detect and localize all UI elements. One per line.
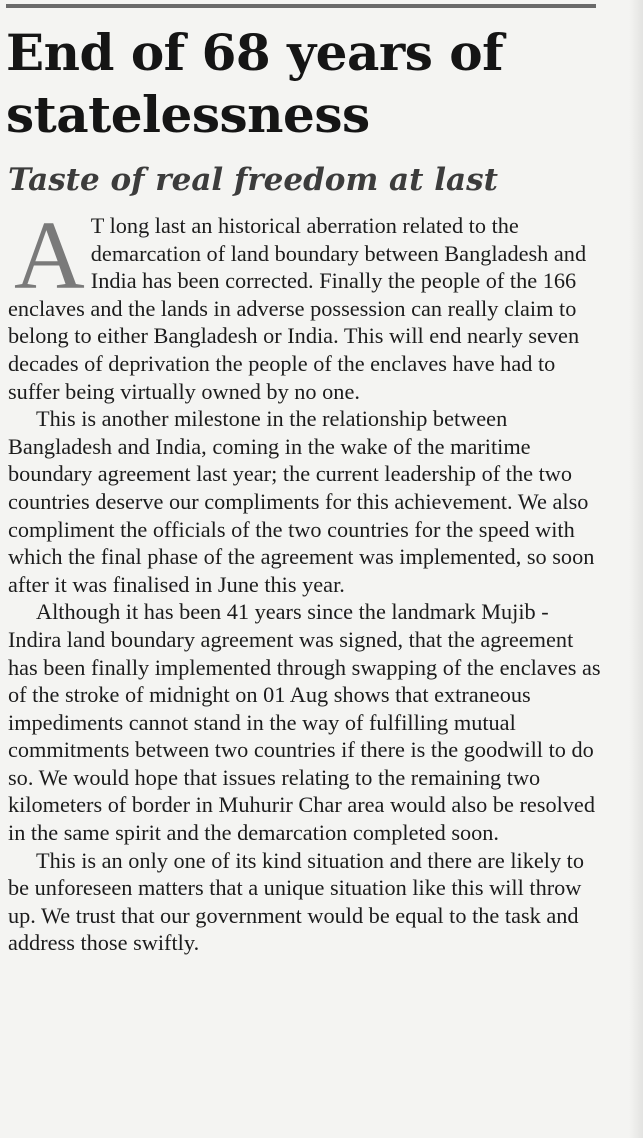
paragraph-1-text: T long last an historical aberration related to the demarcation of land boundary between Bangladesh and India has been corrected. Finally the people of the 166 enclaves and the lands in adverse possession can really claim to belong to either Bangladesh or India. This will end nearly seven decades of deprivation the people of the enclaves have had to suffer being virtually owned by no one. xyxy=(8,213,587,404)
article-body xyxy=(8,202,604,957)
top-rule xyxy=(6,4,596,8)
subheadline: Taste of real freedom at last xyxy=(8,162,498,198)
paragraph-2: This is another milestone in the relationship between Bangladesh and India, coming in the wake of the maritime boundary agreement last year; the current leadership of the two countries deserve our compliments for this achievement. We also compliment the officials of the two countries for the speed with which the final phase of the agreement was implemented, so soon after it was finalised in June this year. xyxy=(8,406,595,597)
paragraph-1 xyxy=(8,202,604,405)
paragraph-4: This is an only one of its kind situation and there are likely to be unforeseen matters that a unique situation like this will throw up. We trust that our government would be equal to the task and address those swiftly. xyxy=(8,847,585,956)
page-edge-shadow xyxy=(629,0,643,1138)
headline: End of 68 years of statelessness xyxy=(6,23,504,144)
paragraph-3: Although it has been 41 years since the landmark Mujib - Indira land boundary agreement was signed, that the agreement has been finally implemented through swapping of the enclaves as of the stroke of midnight on 01 Aug shows that extraneous impediments cannot stand in the way of fulfilling mutual commitments between two countries if there is the goodwill to do so. We would hope that issues relating to the remaining two kilometers of border in Muhurir Char area would also be resolved in the same spirit and the demarcation completed soon. xyxy=(8,599,601,846)
drop-cap: A xyxy=(14,202,85,310)
